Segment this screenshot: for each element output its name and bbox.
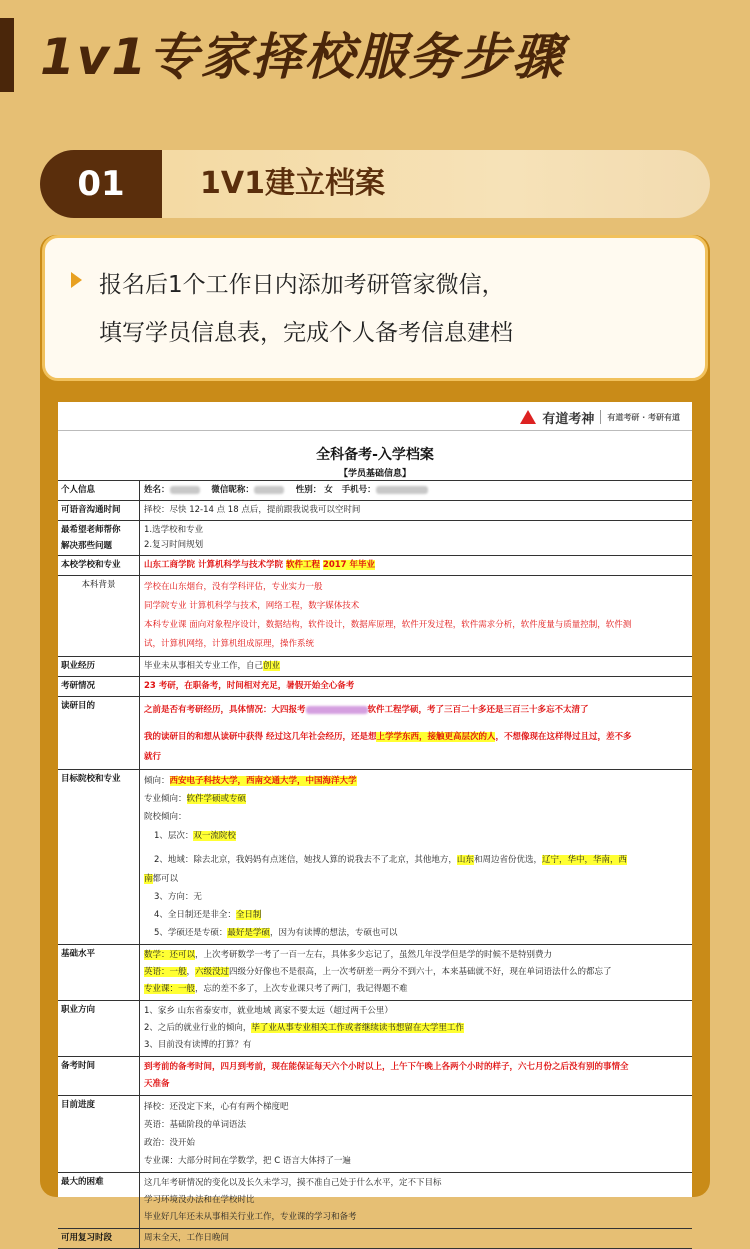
table-row — [58, 576, 692, 657]
doc-divider — [58, 430, 692, 431]
table-row — [58, 501, 692, 521]
table-row — [58, 657, 692, 677]
brand-name: 有道考神 — [542, 411, 595, 427]
row-label: 考研情况 — [58, 677, 140, 696]
row-value: 数学：还可以，上次考研数学一考了一百一左右，具体多少忘记了，虽然几年没学但是学的时候不是特别费力 英语：一般，六级没过四级分好像也不是很高，上一次考研差一两分不到六十，本来基础就不好，现在单词语法什么的都忘了 专业课：一般，忘的差不多了，上次专业课只考了两门，我记得题不难 — [144, 950, 612, 994]
table-row — [58, 770, 692, 945]
table-row — [58, 1173, 692, 1229]
redacted-name — [170, 486, 200, 494]
doc-subtitle: 【学员基础信息】 — [338, 469, 411, 479]
redacted-nickname — [254, 486, 284, 494]
row-label: 职业经历 — [58, 657, 140, 676]
description-line-1: 报名后1个工作日内添加考研管家微信， — [99, 272, 505, 298]
row-value: 姓名： 微信昵称： 性别： 女 手机号： — [140, 481, 692, 500]
table-row — [58, 1001, 692, 1057]
row-label: 备考时间 — [58, 1057, 140, 1095]
table-row — [58, 945, 692, 1001]
row-label: 本科背景 — [58, 576, 140, 656]
student-profile-document — [58, 402, 692, 1243]
row-label: 可语音沟通时间 — [58, 501, 140, 520]
row-value: 周末全天，工作日晚间 — [144, 1233, 230, 1243]
doc-brand — [520, 408, 680, 426]
row-value: 1、家乡 山东省泰安市，就业地域 离家不要太远（超过两千公里） 2、之后的就业行业的倾向，毕了业从事专业相关工作或者继续读书想留在大学里工作 3、目前没有读博的打算？有 — [144, 1006, 464, 1050]
row-label: 最希望老师帮你 解决那些问题 — [58, 521, 140, 555]
step-number: 01 — [40, 150, 162, 218]
redacted-phone — [376, 486, 428, 494]
row-label: 读研目的 — [58, 697, 140, 769]
table-row — [58, 556, 692, 576]
row-label: 目标院校和专业 — [58, 770, 140, 944]
row-label: 基础水平 — [58, 945, 140, 1000]
redacted-school — [306, 706, 368, 714]
row-label: 本校学校和专业 — [58, 556, 140, 575]
triangle-bullet-icon — [71, 272, 82, 288]
doc-title: 全科备考-入学档案 — [316, 447, 434, 463]
row-label: 目前进度 — [58, 1096, 140, 1172]
brand-divider — [600, 410, 601, 424]
table-row — [58, 677, 692, 697]
row-value: 山东工商学院 计算机科学与技术学院 软件工程 2017 年毕业 — [144, 560, 376, 570]
brand-logo-icon — [520, 410, 536, 424]
step-title: 1V1建立档案 — [200, 166, 385, 201]
row-value: 这几年考研情况的变化以及长久未学习，摸不准自己处于什么水平，定不下目标 学习环境没办法和在学校时比 毕业好几年还未从事相关行业工作，专业课的学习和备考 — [144, 1178, 442, 1222]
table-row — [58, 481, 692, 501]
row-value: 毕业未从事相关专业工作，自己创业 — [144, 661, 281, 671]
description-line-2: 填写学员信息表，完成个人备考信息建档 — [99, 320, 513, 346]
row-label: 个人信息 — [58, 481, 140, 500]
table-row — [58, 1057, 692, 1096]
step-panel — [40, 235, 710, 1243]
table-row — [58, 697, 692, 770]
brand-slogan: 有道考研 · 考研有道 — [607, 412, 680, 422]
row-value: 学校在山东烟台，没有学科评估，专业实力一般 同学院专业 计算机科学与技术，网络工程，数字媒体技术 本科专业课 面向对象程序设计，数据结构，软件设计，数据库原理，软件开发过程，软件需求分析，软件度量与质量控制，软件测 试，计算机网络，计算机组成原理，操作系统 — [144, 582, 632, 649]
row-value: 倾向：西安电子科技大学，西南交通大学，中国海洋大学 专业倾向：软件学硕或专硕 院校倾向： 1、层次：双一流院校 2、地域：除去北京，我妈妈有点迷信，她找人算的说我去不了北京，其他地方，山东和周边省份优选，辽宁，华中，华南，西 南都可以 3、方向：无 4、全日制还是非全：全日制 5、学硕还是专硕：最好是学硕，因为有读博的想法，专硕也可以 — [144, 776, 627, 938]
page-title: 1v1专家择校服务步骤 — [40, 28, 565, 86]
row-label: 职业方向 — [58, 1001, 140, 1056]
table-row — [58, 521, 692, 556]
row-value: 23 考研，在职备考，时间相对充足，暑假开始全心备考 — [144, 681, 355, 691]
row-label: 最大的困难 — [58, 1173, 140, 1228]
row-value: 到考前的备考时间，四月到考前，现在能保证每天六个小时以上，上午下午晚上各两个小时的样子，六七月份之后没有别的事情全 天准备 — [144, 1062, 629, 1089]
step-header — [40, 150, 710, 218]
row-label: 可用复习时段 — [58, 1229, 140, 1248]
row-value: 之前是否有考研经历，具体情况：大四报考 软件工程学硕，考了三百二十多还是三百三十多忘不太清了 我的读研目的和想从读研中获得 经过这几年社会经历，还是想上学学东西，接触更高层次的人，不想像现在这样得过且过，差不多 就行 — [144, 705, 632, 762]
description-card — [42, 235, 708, 381]
table-row — [58, 1096, 692, 1173]
title-accent-bar — [0, 18, 14, 92]
row-value: 1.选学校和专业 2.复习时间规划 — [144, 525, 204, 550]
profile-table — [58, 480, 692, 1249]
row-value: 择校：尽快 12-14 点 18 点后，提前跟我说我可以空时间 — [144, 505, 361, 515]
table-row — [58, 1229, 692, 1249]
row-value: 择校：还没定下来，心有有两个梯度吧 英语：基础阶段的单词语法 政治：没开始 专业课：大部分时间在学数学，把 C 语言大体捋了一遍 — [144, 1102, 351, 1166]
